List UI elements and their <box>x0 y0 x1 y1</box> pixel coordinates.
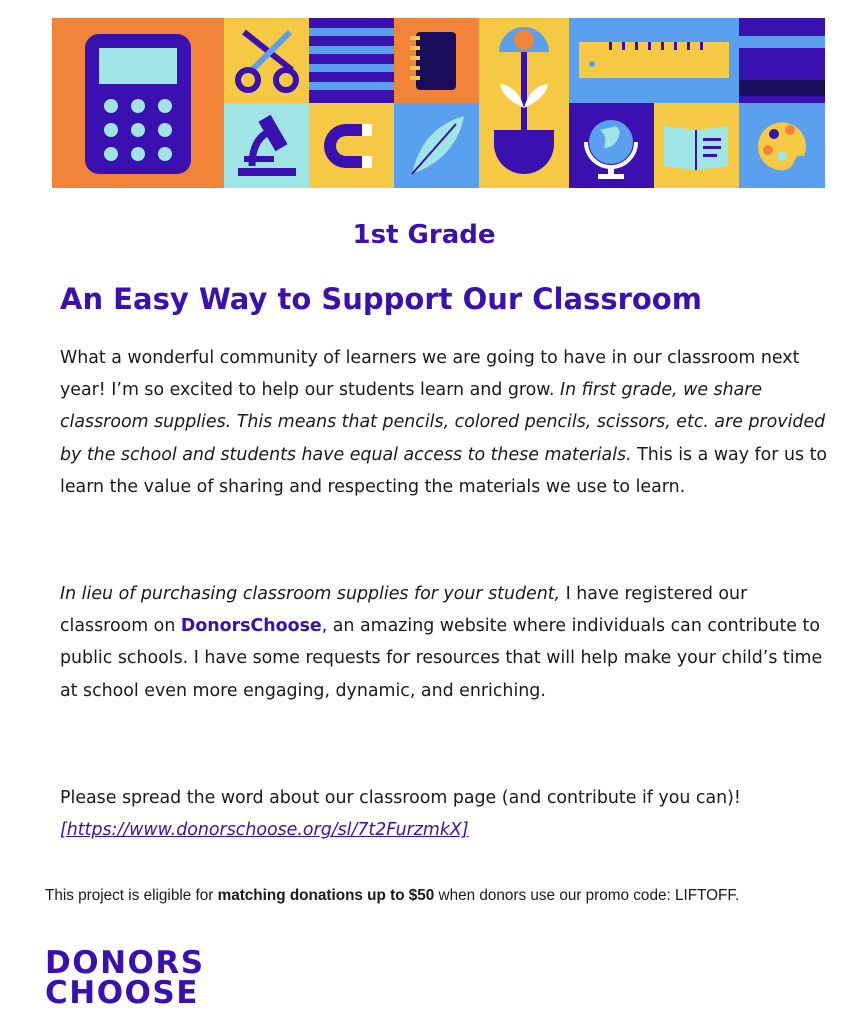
donorschoose-paragraph <box>60 578 828 707</box>
classroom-url-link[interactable]: [https://www.donorschoose.org/sl/7t2FurzmkX] <box>60 820 469 841</box>
intro-text-c: This is a way for us to learn the value of sharing and respecting the materials we use to learn. <box>60 444 828 497</box>
flower-plant-icon <box>479 18 569 188</box>
logo-line-1: DONORS <box>45 945 205 981</box>
ruler-icon <box>569 18 739 103</box>
magnet-icon <box>309 103 394 188</box>
stripes-pattern <box>739 18 825 103</box>
spread-word-text: Please spread the word about our classroom page (and contribute if you can)! <box>60 788 741 808</box>
page-title: An Easy Way to Support Our Classroom <box>60 282 702 316</box>
header-banner <box>52 18 825 188</box>
intro-text-a: What a wonderful community of learners we are going to have in our classroom next year! I’m so excited to help our students learn and grow. <box>60 348 800 401</box>
globe-icon <box>569 103 654 188</box>
paint-palette-icon <box>739 103 825 188</box>
open-book-icon <box>654 103 739 188</box>
spiral-notebook-icon <box>394 18 479 103</box>
registered-text: I have registered our classroom on <box>60 584 748 637</box>
matching-text-a: This project is eligible for <box>45 887 218 904</box>
scissors-icon <box>224 18 309 103</box>
calculator-icon <box>52 18 224 188</box>
grade-heading: 1st Grade <box>352 220 496 250</box>
lieu-text-italic: In lieu of purchasing classroom supplies for your student, <box>60 584 561 604</box>
matching-text-bold: matching donations up to $50 <box>217 887 435 904</box>
notebook-lines-icon <box>309 18 394 103</box>
website-text: , an amazing website where individuals can contribute to public schools. I have some requests for resources that will help make your child’s time at school even more engaging, dynamic, and enriching. <box>60 616 823 701</box>
spread-word-paragraph <box>60 782 828 846</box>
microscope-icon <box>224 103 309 188</box>
matching-notice <box>45 884 825 908</box>
intro-paragraph <box>60 342 828 503</box>
matching-text-c: when donors use our promo code: LIFTOFF. <box>434 887 740 904</box>
logo-line-2: CHOOSE <box>45 975 199 1011</box>
donorschoose-logo <box>45 945 205 1011</box>
intro-text-italic: In first grade, we share classroom supplies. This means that pencils, colored pencils, scissors, etc. are provided by the school and students have equal access to these materials. <box>60 380 826 465</box>
donorschoose-link[interactable]: DonorsChoose <box>180 616 322 637</box>
feather-quill-icon <box>394 103 479 188</box>
